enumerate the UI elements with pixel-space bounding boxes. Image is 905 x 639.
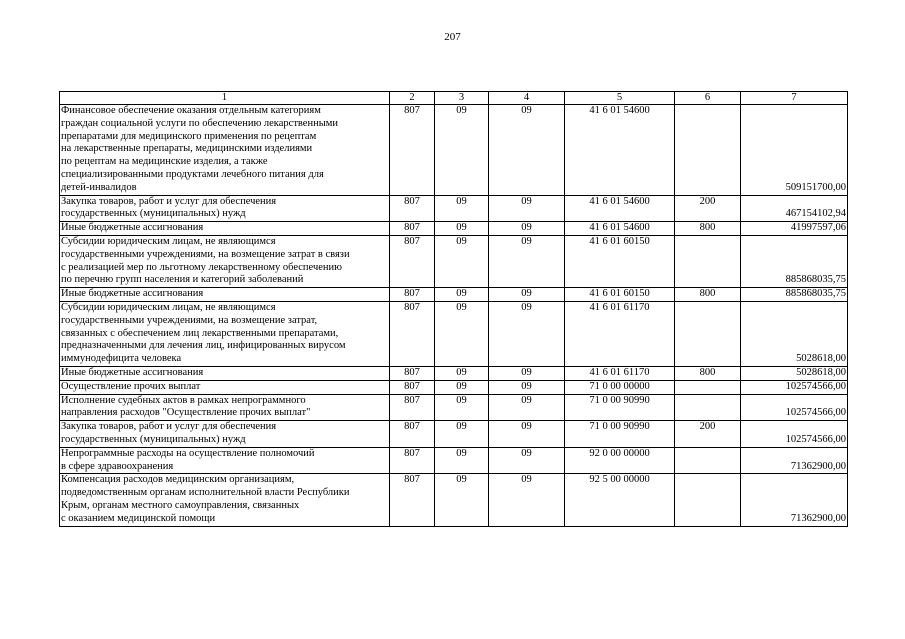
row-amount-cell: 5028618,00 (741, 366, 848, 380)
row-name-cell: Субсидии юридическим лицам, не являющимся государственными учреждениями, на возмещение затрат, связанных с обеспечением лиц лекарственными препаратами, предназначенными для лечения лиц, инфицированных вирусом иммунодефицита человека (60, 301, 390, 366)
row-amount-cell: 102574566,00 (741, 421, 848, 448)
row-grbs-cell: 807 (390, 235, 435, 287)
row-section-cell: 09 (435, 474, 489, 526)
row-section-cell: 09 (435, 195, 489, 222)
header-row (60, 92, 848, 105)
table-row (60, 366, 848, 380)
row-target-article-cell: 41 6 01 60150 (565, 288, 675, 302)
row-grbs-cell: 807 (390, 394, 435, 421)
header-cell: 4 (489, 92, 565, 105)
row-amount-cell: 5028618,00 (741, 301, 848, 366)
row-target-article-cell: 41 6 01 54600 (565, 105, 675, 196)
budget-table (59, 91, 848, 527)
row-grbs-cell: 807 (390, 301, 435, 366)
row-grbs-cell: 807 (390, 421, 435, 448)
table-row (60, 105, 848, 196)
row-amount-cell: 41997597,06 (741, 222, 848, 236)
row-section-cell: 09 (435, 222, 489, 236)
row-expense-type-cell (675, 301, 741, 366)
header-cell: 7 (741, 92, 848, 105)
header-cell: 6 (675, 92, 741, 105)
row-expense-type-cell (675, 235, 741, 287)
table-row (60, 301, 848, 366)
row-grbs-cell: 807 (390, 222, 435, 236)
row-amount-cell: 885868035,75 (741, 288, 848, 302)
row-name-cell: Исполнение судебных актов в рамках непрограммного направления расходов "Осуществление прочих выплат" (60, 394, 390, 421)
table-row (60, 394, 848, 421)
row-name-cell: Закупка товаров, работ и услуг для обеспечения государственных (муниципальных) нужд (60, 195, 390, 222)
row-name-cell: Компенсация расходов медицинским организациям, подведомственным органам исполнительной власти Республики Крым, органам местного самоуправления, связанных с оказанием медицинской помощи (60, 474, 390, 526)
row-amount-cell: 102574566,00 (741, 394, 848, 421)
row-amount-cell: 71362900,00 (741, 447, 848, 474)
header-cell: 3 (435, 92, 489, 105)
row-grbs-cell: 807 (390, 474, 435, 526)
row-grbs-cell: 807 (390, 366, 435, 380)
row-subsection-cell: 09 (489, 380, 565, 394)
header-cell: 2 (390, 92, 435, 105)
row-amount-cell: 71362900,00 (741, 474, 848, 526)
row-subsection-cell: 09 (489, 394, 565, 421)
row-name-cell: Осуществление прочих выплат (60, 380, 390, 394)
row-name-cell: Закупка товаров, работ и услуг для обеспечения государственных (муниципальных) нужд (60, 421, 390, 448)
row-section-cell: 09 (435, 421, 489, 448)
row-target-article-cell: 41 6 01 61170 (565, 301, 675, 366)
row-amount-cell: 885868035,75 (741, 235, 848, 287)
row-expense-type-cell: 200 (675, 195, 741, 222)
row-grbs-cell: 807 (390, 288, 435, 302)
row-expense-type-cell: 800 (675, 222, 741, 236)
table-row (60, 195, 848, 222)
row-subsection-cell: 09 (489, 421, 565, 448)
row-subsection-cell: 09 (489, 474, 565, 526)
row-subsection-cell: 09 (489, 301, 565, 366)
row-expense-type-cell (675, 447, 741, 474)
row-subsection-cell: 09 (489, 222, 565, 236)
row-expense-type-cell (675, 105, 741, 196)
row-subsection-cell: 09 (489, 195, 565, 222)
row-name-cell: Иные бюджетные ассигнования (60, 288, 390, 302)
table-row (60, 421, 848, 448)
row-target-article-cell: 71 0 00 00000 (565, 380, 675, 394)
row-section-cell: 09 (435, 380, 489, 394)
row-expense-type-cell (675, 394, 741, 421)
row-section-cell: 09 (435, 394, 489, 421)
row-section-cell: 09 (435, 447, 489, 474)
row-grbs-cell: 807 (390, 105, 435, 196)
row-expense-type-cell (675, 474, 741, 526)
row-target-article-cell: 41 6 01 54600 (565, 195, 675, 222)
row-name-cell: Непрограммные расходы на осуществление полномочий в сфере здравоохранения (60, 447, 390, 474)
row-amount-cell: 509151700,00 (741, 105, 848, 196)
row-target-article-cell: 71 0 00 90990 (565, 421, 675, 448)
table-row (60, 222, 848, 236)
row-grbs-cell: 807 (390, 195, 435, 222)
table-row (60, 235, 848, 287)
row-amount-cell: 467154102,94 (741, 195, 848, 222)
row-name-cell: Иные бюджетные ассигнования (60, 222, 390, 236)
table-row (60, 474, 848, 526)
row-section-cell: 09 (435, 288, 489, 302)
row-subsection-cell: 09 (489, 447, 565, 474)
table-row (60, 447, 848, 474)
row-section-cell: 09 (435, 366, 489, 380)
row-subsection-cell: 09 (489, 105, 565, 196)
table-row (60, 288, 848, 302)
header-cell: 1 (60, 92, 390, 105)
row-target-article-cell: 92 0 00 00000 (565, 447, 675, 474)
row-amount-cell: 102574566,00 (741, 380, 848, 394)
row-target-article-cell: 92 5 00 00000 (565, 474, 675, 526)
row-name-cell: Иные бюджетные ассигнования (60, 366, 390, 380)
row-expense-type-cell: 800 (675, 288, 741, 302)
header-cell: 5 (565, 92, 675, 105)
row-expense-type-cell: 200 (675, 421, 741, 448)
row-name-cell: Субсидии юридическим лицам, не являющимся государственными учреждениями, на возмещение затрат в связи с реализацией мер по льготному лекарственному обеспечению по перечню групп населения и категорий заболеваний (60, 235, 390, 287)
row-section-cell: 09 (435, 301, 489, 366)
row-grbs-cell: 807 (390, 380, 435, 394)
row-subsection-cell: 09 (489, 288, 565, 302)
page-number: 207 (444, 31, 461, 43)
row-section-cell: 09 (435, 105, 489, 196)
row-expense-type-cell (675, 380, 741, 394)
row-name-cell: Финансовое обеспечение оказания отдельным категориям граждан социальной услуги по обеспечению лекарственными препаратами для медицинского применения по рецептам на лекарственные препараты, медицинскими изделиями по рецептам на медицинские изделия, а также специализированными продуктами лечебного питания для детей-инвалидов (60, 105, 390, 196)
row-subsection-cell: 09 (489, 366, 565, 380)
row-target-article-cell: 41 6 01 54600 (565, 222, 675, 236)
row-expense-type-cell: 800 (675, 366, 741, 380)
table-row (60, 380, 848, 394)
row-subsection-cell: 09 (489, 235, 565, 287)
row-grbs-cell: 807 (390, 447, 435, 474)
row-target-article-cell: 71 0 00 90990 (565, 394, 675, 421)
row-target-article-cell: 41 6 01 60150 (565, 235, 675, 287)
row-target-article-cell: 41 6 01 61170 (565, 366, 675, 380)
row-section-cell: 09 (435, 235, 489, 287)
